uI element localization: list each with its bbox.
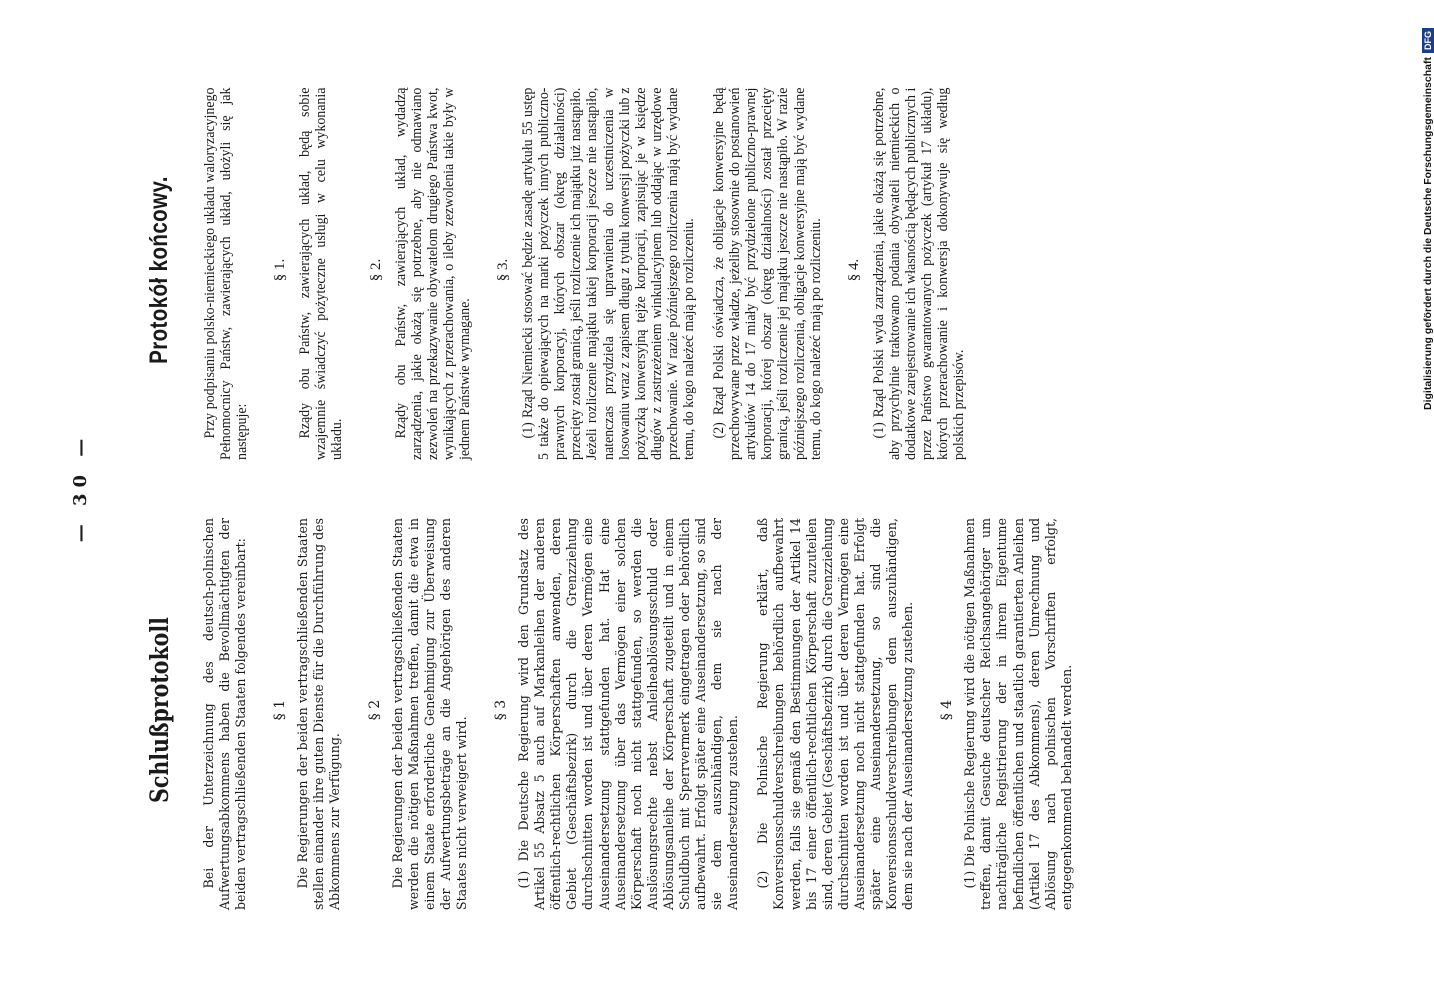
page-number: — 30 — <box>70 432 91 543</box>
polish-intro: Przy podpisaniu polsko-niemieckiego układu waloryzacyjnego Pełnomocnicy Państw, zawierających układ, ułożyli się jak następuje: <box>202 87 251 460</box>
footer-text: Digitalisierung gefördert durch die Deutsche Forschungsgemeinschaft <box>1422 57 1434 410</box>
polish-section-3-para-2: (2) Rząd Polski oświadcza, że obligacje konwersyjne będą przechowywane przez władze, jeżeliby stosownie do postanowień artykułów 14 do 17 miały być przydzielone publiczno-prawnej korporacji, której obszar (okręg działalności) został przecięty granicą, jeśli rozliczenie jej majątku jeszcze nie nastąpiło. W razie późniejszego rozliczenia, obligacje konwersyjne mają być wydane temu, do kogo należeć mają po rozliczeniu. <box>711 87 824 460</box>
german-column <box>145 510 1076 910</box>
german-section-3-para-2: (2) Die Polnische Regierung erklärt, daß Konversionsschuldverschreibungen behördlich aufbewahrt werden, falls sie gemäß den Bestimmungen der Artikel 14 bis 17 einer öffentlich-rechtlichen Körperschaft zuzuteilen sind, deren Gebiet (Geschäftsbezirk) durch die Grenzziehung durchschnitten worden ist und über deren Vermögen eine Auseinandersetzung noch nicht stattgefunden hat. Erfolgt später eine Auseinandersetzung, so sind die Konversionsschuldverschreibungen dem auszuhändigen, dem sie nach der Auseinandersetzung zustehen. <box>756 518 917 910</box>
german-section-3-label: § 3 <box>493 699 510 721</box>
digitization-footer <box>1418 10 1434 410</box>
german-section-3-para-1: (1) Die Deutsche Regierung wird den Grundsatz des Artikel 55 Absatz 5 auch auf Markanleihen der anderen öffentlich-rechtlichen Körperschaften anwenden, deren Gebiet (Geschäftsbezirk) durch die Grenzziehung durchschnitten worden ist und über deren Vermögen eine Auseinandersetzung stattgefunden hat. Hat eine Auseinandersetzung über das Vermögen einer solchen Körperschaft noch nicht stattgefunden, so werden die Auslösungsrechte nebst Anleiheablösungsschuld oder Ablösungsanleihe der Körperschaft zugeteilt und in einem Schuldbuch mit Sperrvermerk eingetragen oder behördlich aufbewahrt. Erfolgt später eine Auseinandersetzung, so sind sie dem auszuhändigen, dem sie nach der Auseinandersetzung zustehen. <box>517 518 742 910</box>
polish-column <box>145 80 967 460</box>
polish-section-3-label: § 3. <box>495 258 512 282</box>
polish-section-2-text: Rządy obu Państw, zawierających układ, wydadzą zarządzenia, jakie okażą się potrzebne, aby nie odmawiano zezwoleń na przekazywanie obywatelom drugiego Państwa kwot, wynikających z przerachowania, o ileby zezwolenia takie były w jednem Państwie wymagane. <box>392 87 473 460</box>
german-title: Schlußprotokoll <box>145 617 174 803</box>
polish-section-2-label: § 2. <box>367 258 384 282</box>
polish-section-1-text: Rządy obu Państw, zawierających układ, będą sobie wzajemnie świadczyć pożyteczne usługi w celu wykonania układu. <box>297 87 346 460</box>
polish-title: Protokół końcowy. <box>145 176 173 364</box>
polish-section-1-label: § 1. <box>272 258 289 282</box>
polish-section-4-label: § 4. <box>845 258 862 282</box>
dfg-logo: DFG <box>1422 28 1434 53</box>
german-intro: Bei der Unterzeichnung des deutsch-polnischen Aufwertungsabkommens haben die Bevollmächtigten der beiden vertragschließenden Staaten folgendes vereinbart: <box>202 518 250 910</box>
polish-section-4-para-1: (1) Rząd Polski wyda zarządzenia, jakie okażą się potrzebne, aby przychylnie traktowano podania obywateli niemieckich o dodatkowe zarejestrowanie ich własnością będących publicznych i przez Państwo gwarantowanych pożyczek (artykuł 17 układu), których przerachowanie i konwersja dokonywuje się według polskich przepisów. <box>870 87 968 460</box>
german-section-2-label: § 2 <box>366 699 383 721</box>
german-section-4-label: § 4 <box>939 699 956 721</box>
german-section-1-text: Die Regierungen der beiden vertragschließenden Staaten stellen einander ihre guten Dienste für die Durchführung des Abkommens zur Verfügung. <box>296 518 344 910</box>
german-section-1-label: § 1 <box>272 699 289 721</box>
german-section-2-text: Die Regierungen der beiden vertragschließenden Staaten werden die nötigen Maßnahmen treffen, damit die etwa in einem Staate erforderliche Genehmigung zur Überweisung der Aufwertungsbeträge an die Angehörigen des anderen Staates nicht verweigert wird. <box>390 518 470 910</box>
german-section-4-para-1: (1) Die Polnische Regierung wird die nötigen Maßnahmen treffen, damit Gesuche deutscher Reichsangehöriger um nachträgliche Registrierung der in ihrem Eigentume befindlichen öffentlichen und staatlich garantierten Anleihen (Artikel 17 des Abkommens), deren Umrechnung und Ablösung nach polnischen Vorschriften erfolgt, entgegenkommend behandelt werden. <box>963 518 1075 910</box>
document-page <box>0 15 1390 960</box>
polish-section-3-para-1: (1) Rząd Niemiecki stosować będzie zasadę artykułu 55 ustęp 5 także do opiewających na marki pożyczek innych publiczno-prawnych korporacyj, których obszar (okręg działalności) przecięty został granicą, jeśli rozliczenie ich majątku już nastąpiło. Jeżeli rozliczenie majątku takiej korporacji jeszcze nie nastąpiło, natenczas przydziela się uprawnienia do uczestniczenia w losowaniu wraz z zapisem długu z tytułu konwersji pożyczki lub z pożyczką konwersyjną tejże korporacji, zapisując je w księdze długów z zastrzeżeniem winkulacyjnem lub oddając w urzędowe przechowanie. W razie późniejszego rozliczenia mają być wydane temu, do kogo należeć mają po rozliczeniu. <box>520 87 697 460</box>
